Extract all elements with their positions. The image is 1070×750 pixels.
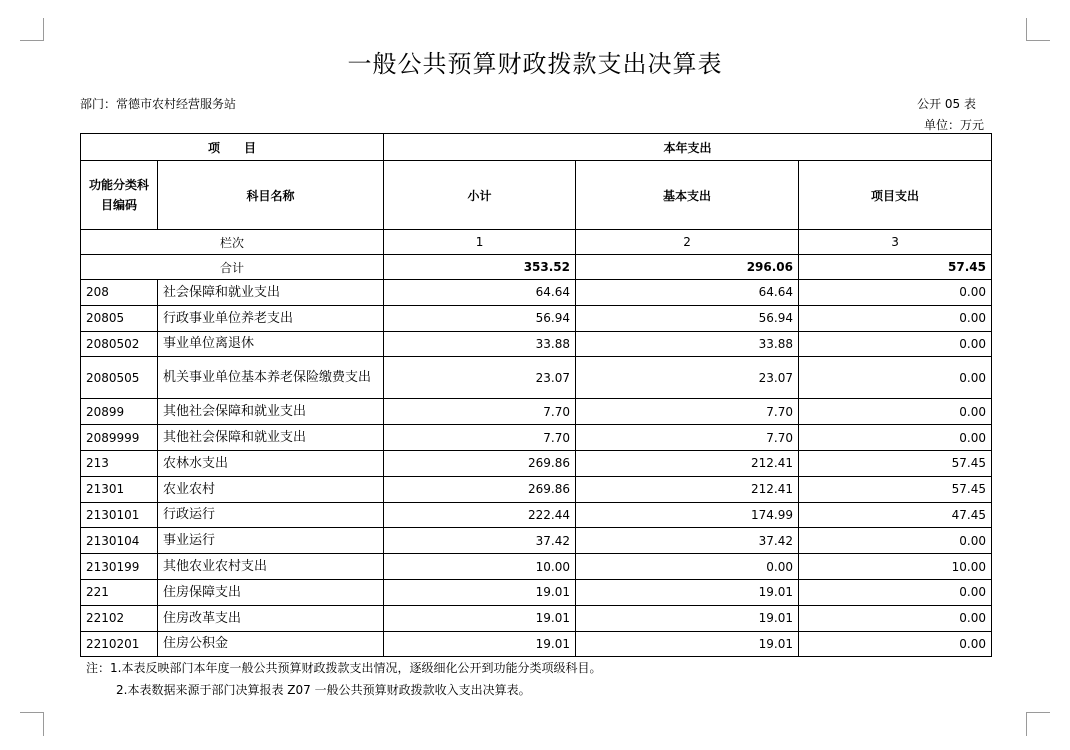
row-subtotal: 269.86: [384, 476, 576, 502]
table-row: [81, 331, 992, 357]
department-label: 部门：常德市农村经营服务站: [80, 97, 237, 111]
total-item: 57.45: [799, 255, 992, 280]
row-item: 0.00: [799, 331, 992, 357]
table-row: [81, 399, 992, 425]
column-no-2: 2: [576, 230, 799, 255]
note-2: 2.本表数据来源于部门决算报表 Z07 一般公共预算财政拨款收入支出决算表。: [116, 683, 531, 697]
row-subtotal: 19.01: [384, 605, 576, 631]
row-item: 57.45: [799, 476, 992, 502]
row-basic: 7.70: [576, 425, 799, 451]
row-code: 2130101: [81, 502, 158, 528]
note-1: 注：1.本表反映部门本年度一般公共预算财政拨款支出情况，逐级细化公开到功能分类项级科目。: [86, 661, 602, 675]
row-code: 2210201: [81, 631, 158, 657]
row-item: 47.45: [799, 502, 992, 528]
notes: [86, 657, 601, 701]
row-code: 20805: [81, 305, 158, 331]
row-code: 2130199: [81, 554, 158, 580]
row-basic: 64.64: [576, 280, 799, 306]
row-code: 2080505: [81, 357, 158, 399]
crop-mark: [43, 712, 44, 736]
row-basic: 174.99: [576, 502, 799, 528]
row-subtotal: 56.94: [384, 305, 576, 331]
row-subtotal: 7.70: [384, 425, 576, 451]
table-row: [81, 605, 992, 631]
row-subtotal: 33.88: [384, 331, 576, 357]
row-code: 20899: [81, 399, 158, 425]
row-name: 其他社会保障和就业支出: [158, 425, 384, 451]
crop-mark: [1026, 18, 1027, 41]
row-item: 0.00: [799, 280, 992, 306]
crop-mark: [1026, 712, 1027, 736]
header-func-code: 功能分类科目编码: [81, 161, 158, 230]
row-subtotal: 269.86: [384, 450, 576, 476]
row-name: 事业单位离退休: [158, 331, 384, 357]
row-code: 213: [81, 450, 158, 476]
row-basic: 33.88: [576, 331, 799, 357]
row-name: 事业运行: [158, 528, 384, 554]
row-code: 22102: [81, 605, 158, 631]
row-name: 其他农业农村支出: [158, 554, 384, 580]
row-subtotal: 222.44: [384, 502, 576, 528]
total-label: 合计: [81, 255, 384, 280]
table-row: [81, 280, 992, 306]
row-subtotal: 64.64: [384, 280, 576, 306]
crop-mark: [43, 18, 44, 41]
row-name: 其他社会保障和就业支出: [158, 399, 384, 425]
row-item: 0.00: [799, 305, 992, 331]
expenditure-table: [80, 133, 992, 657]
row-name: 农林水支出: [158, 450, 384, 476]
row-item: 0.00: [799, 605, 992, 631]
row-name: 住房改革支出: [158, 605, 384, 631]
column-no-label: 栏次: [81, 230, 384, 255]
column-no-3: 3: [799, 230, 992, 255]
header-project: 项 目: [81, 134, 384, 161]
table-row: [81, 502, 992, 528]
row-code: 208: [81, 280, 158, 306]
row-subtotal: 19.01: [384, 631, 576, 657]
row-code: 2080502: [81, 331, 158, 357]
row-subtotal: 7.70: [384, 399, 576, 425]
table-row: [81, 450, 992, 476]
row-basic: 0.00: [576, 554, 799, 580]
row-code: 2130104: [81, 528, 158, 554]
row-basic: 23.07: [576, 357, 799, 399]
row-basic: 19.01: [576, 631, 799, 657]
crop-mark: [1026, 712, 1050, 713]
header-basic: 基本支出: [576, 161, 799, 230]
header-item: 项目支出: [799, 161, 992, 230]
page-title: 一般公共预算财政拨款支出决算表: [347, 50, 723, 78]
row-item: 0.00: [799, 357, 992, 399]
row-basic: 19.01: [576, 579, 799, 605]
table-row: [81, 476, 992, 502]
row-name: 住房公积金: [158, 631, 384, 657]
table-row: [81, 631, 992, 657]
row-basic: 212.41: [576, 476, 799, 502]
row-name: 行政事业单位养老支出: [158, 305, 384, 331]
row-subtotal: 10.00: [384, 554, 576, 580]
form-number: 公开 05 表: [917, 97, 976, 111]
row-code: 221: [81, 579, 158, 605]
row-basic: 37.42: [576, 528, 799, 554]
table-row: [81, 357, 992, 399]
row-basic: 19.01: [576, 605, 799, 631]
header-subject-name: 科目名称: [158, 161, 384, 230]
table-row: [81, 579, 992, 605]
row-subtotal: 19.01: [384, 579, 576, 605]
row-name: 机关事业单位基本养老保险缴费支出: [158, 357, 384, 399]
row-basic: 7.70: [576, 399, 799, 425]
table-row: [81, 554, 992, 580]
row-code: 21301: [81, 476, 158, 502]
row-item: 10.00: [799, 554, 992, 580]
header-current-year: 本年支出: [384, 134, 992, 161]
total-basic: 296.06: [576, 255, 799, 280]
row-item: 0.00: [799, 425, 992, 451]
row-subtotal: 23.07: [384, 357, 576, 399]
table-row: [81, 305, 992, 331]
total-subtotal: 353.52: [384, 255, 576, 280]
crop-mark: [20, 40, 44, 41]
row-item: 0.00: [799, 399, 992, 425]
table-row: [81, 425, 992, 451]
row-code: 2089999: [81, 425, 158, 451]
row-item: 0.00: [799, 528, 992, 554]
row-name: 农业农村: [158, 476, 384, 502]
row-subtotal: 37.42: [384, 528, 576, 554]
header-subtotal: 小计: [384, 161, 576, 230]
row-name: 住房保障支出: [158, 579, 384, 605]
row-item: 0.00: [799, 631, 992, 657]
row-name: 社会保障和就业支出: [158, 280, 384, 306]
row-item: 57.45: [799, 450, 992, 476]
column-no-1: 1: [384, 230, 576, 255]
unit-label: 单位：万元: [923, 118, 984, 132]
table-row: [81, 528, 992, 554]
crop-mark: [1026, 40, 1050, 41]
row-basic: 212.41: [576, 450, 799, 476]
row-item: 0.00: [799, 579, 992, 605]
row-name: 行政运行: [158, 502, 384, 528]
row-basic: 56.94: [576, 305, 799, 331]
crop-mark: [20, 712, 44, 713]
